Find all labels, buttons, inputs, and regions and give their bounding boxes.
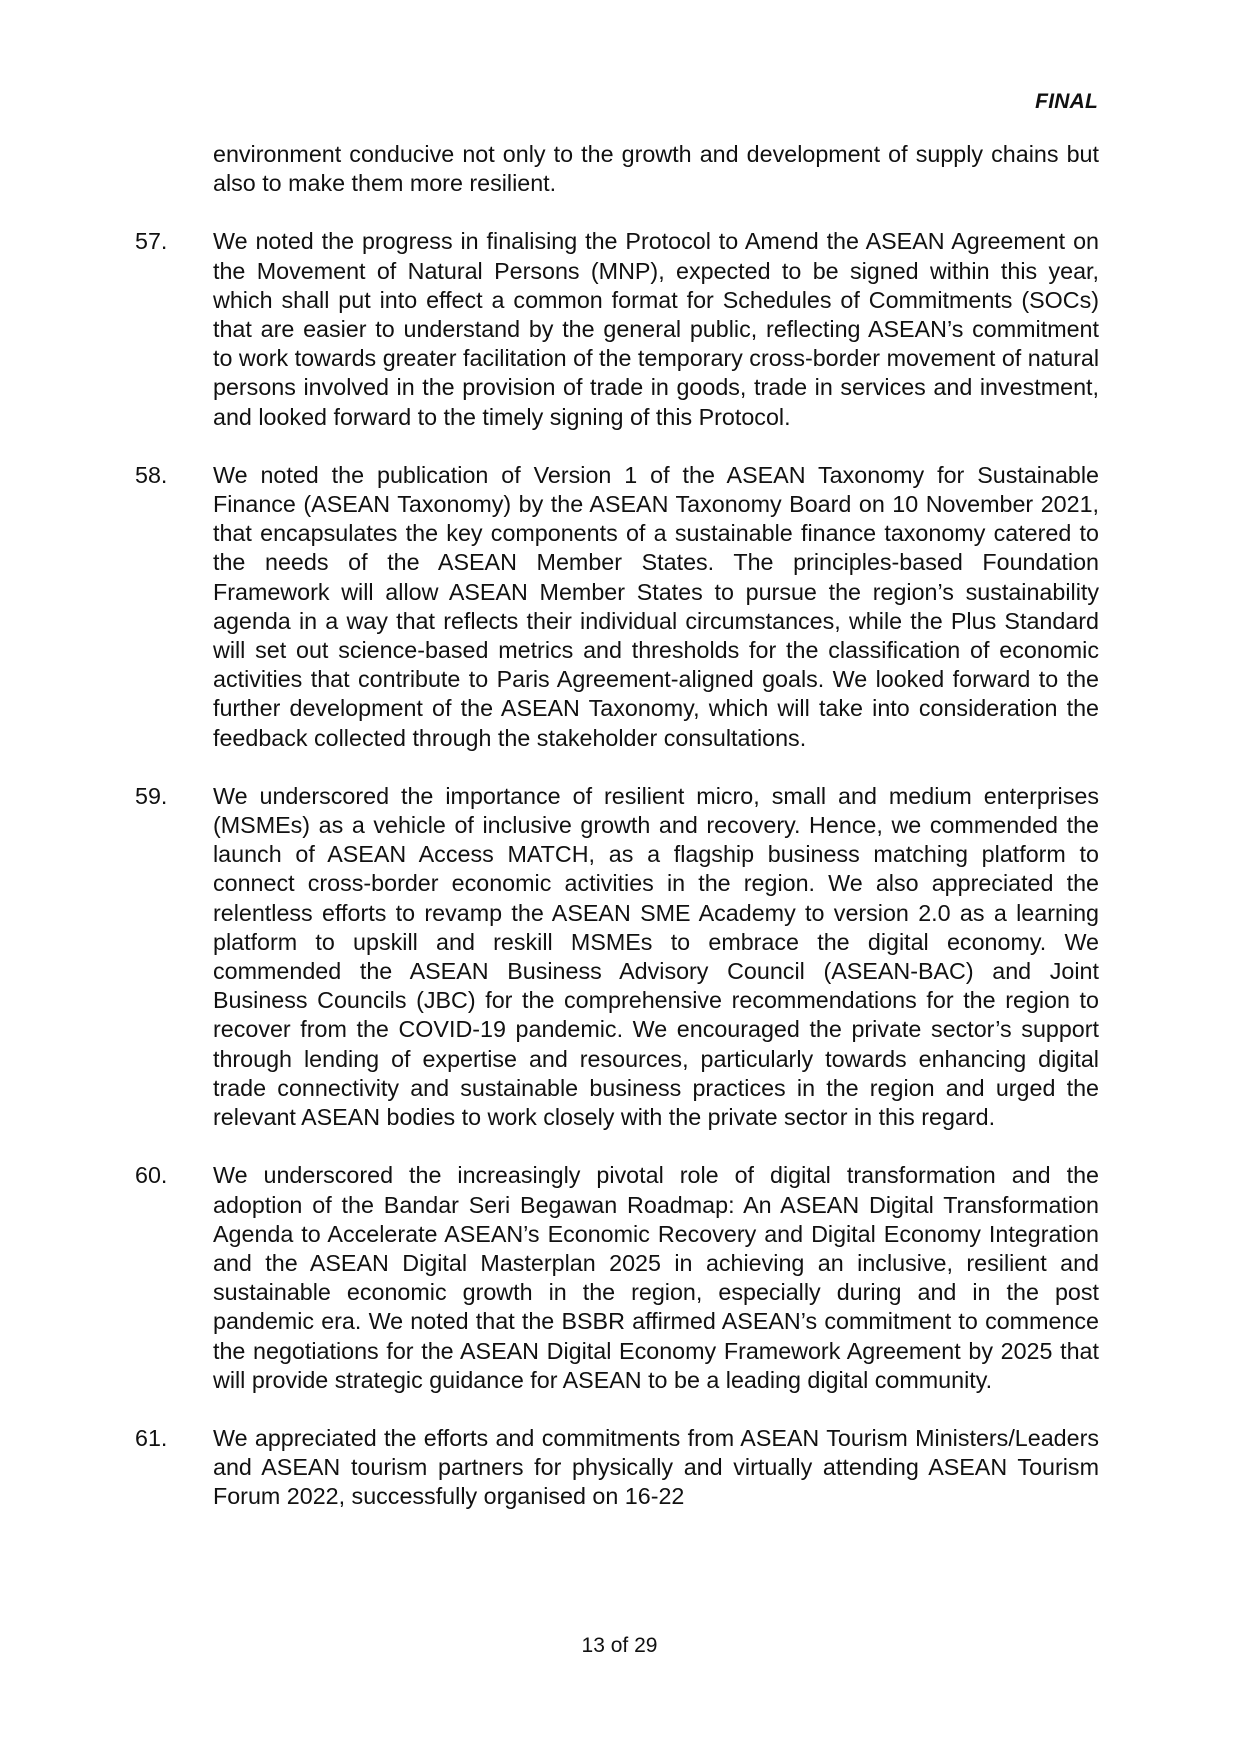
paragraph-number: 57.	[135, 228, 168, 255]
paragraph-text: We appreciated the efforts and commitments from ASEAN Tourism Ministers/Leaders and ASEAN tourism partners for physically and virtually attending ASEAN Tourism Forum 2022, successfully organised on 16-22	[213, 1424, 1099, 1510]
paragraph-61	[135, 1424, 1099, 1512]
paragraph-text: We underscored the increasingly pivotal role of digital transformation and the adoption of the Bandar Seri Begawan Roadmap: An ASEAN Digital Transformation Agenda to Accelerate ASEAN’s Economic Recovery and Digital Economy Integration and the ASEAN Digital Masterplan 2025 in achieving an inclusive, resilient and sustainable economic growth in the region, especially during and in the post pandemic era. We noted that the BSBR affirmed ASEAN’s commitment to commence the negotiations for the ASEAN Digital Economy Framework Agreement by 2025 that will provide strategic guidance for ASEAN to be a leading digital community.	[213, 1162, 1099, 1393]
paragraph-60	[135, 1161, 1099, 1395]
paragraph-58	[135, 461, 1099, 753]
paragraph-number: 61.	[135, 1424, 168, 1451]
page-number: 13 of 29	[581, 1634, 658, 1657]
paragraph-text: We noted the progress in finalising the Protocol to Amend the ASEAN Agreement on the Movement of Natural Persons (MNP), expected to be signed within this year, which shall put into effect a common format for Schedules of Commitments (SOCs) that are easier to understand by the general public, reflecting ASEAN’s commitment to work towards greater facilitation of the temporary cross-border movement of natural persons involved in the provision of trade in goods, trade in services and investment, and looked forward to the timely signing of this Protocol.	[213, 228, 1099, 430]
paragraph-59	[135, 782, 1099, 1132]
document-status-label: FINAL	[1035, 90, 1098, 113]
paragraph-number: 59.	[135, 782, 168, 809]
paragraph-text: We noted the publication of Version 1 of the ASEAN Taxonomy for Sustainable Finance (ASEAN Taxonomy) by the ASEAN Taxonomy Board on 10 November 2021, that encapsulates the key components of a sustainable finance taxonomy catered to the needs of the ASEAN Member States. The principles-based Foundation Framework will allow ASEAN Member States to pursue the region’s sustainability agenda in a way that reflects their individual circumstances, while the Plus Standard will set out science-based metrics and thresholds for the classification of economic activities that contribute to Paris Agreement-aligned goals. We looked forward to the further development of the ASEAN Taxonomy, which will take into consideration the feedback collected through the stakeholder consultations.	[213, 461, 1099, 751]
paragraph-number: 60.	[135, 1162, 168, 1189]
continued-paragraph-text: environment conducive not only to the growth and development of supply chains but also to make them more resilient.	[213, 141, 1099, 197]
paragraph-57	[135, 227, 1099, 431]
document-body	[135, 140, 1099, 1512]
paragraph-text: We underscored the importance of resilient micro, small and medium enterprises (MSMEs) as a vehicle of inclusive growth and recovery. Hence, we commended the launch of ASEAN Access MATCH, as a flagship business matching platform to connect cross-border economic activities in the region. We also appreciated the relentless efforts to revamp the ASEAN SME Academy to version 2.0 as a learning platform to upskill and reskill MSMEs to embrace the digital economy. We commended the ASEAN Business Advisory Council (ASEAN-BAC) and Joint Business Councils (JBC) for the comprehensive recommendations for the region to recover from the COVID-19 pandemic. We encouraged the private sector’s support through lending of expertise and resources, particularly towards enhancing digital trade connectivity and sustainable business practices in the region and urged the relevant ASEAN bodies to work closely with the private sector in this regard.	[213, 782, 1099, 1131]
paragraph-number: 58.	[135, 461, 168, 488]
